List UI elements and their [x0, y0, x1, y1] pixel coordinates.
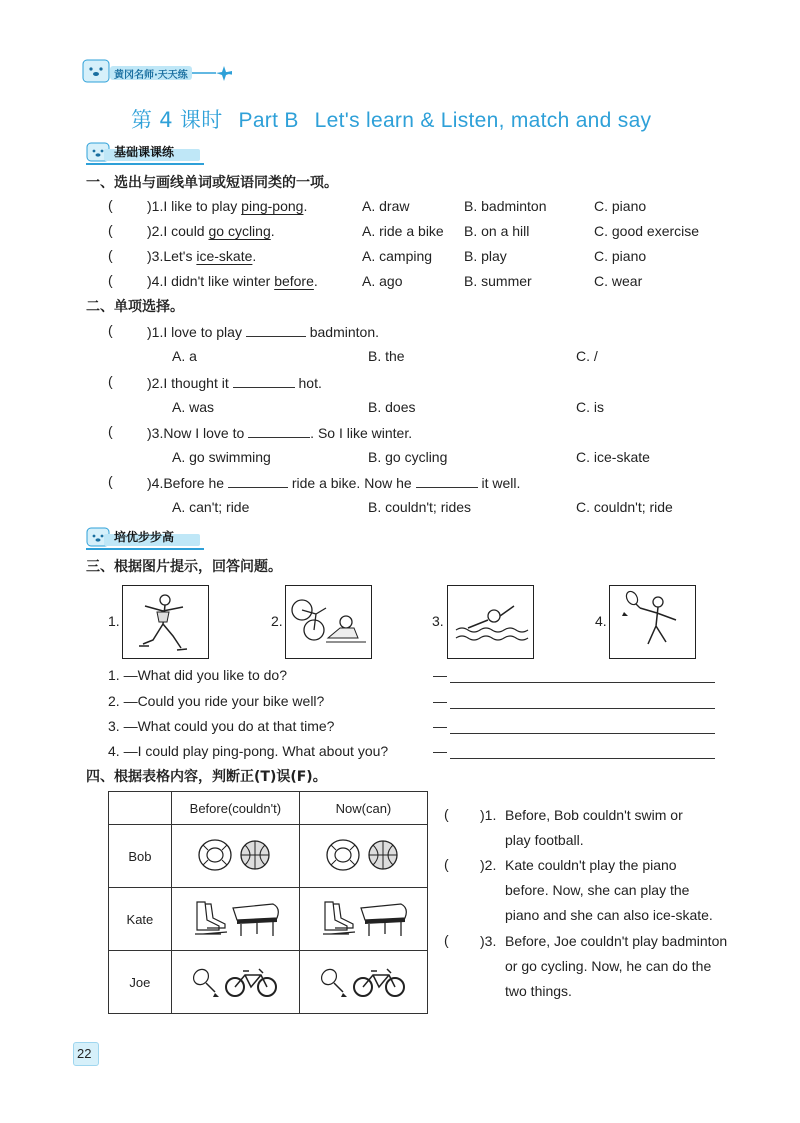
brand-text: 黄冈名师·天天练: [114, 70, 188, 81]
item-text-end: .: [252, 248, 257, 264]
bicycle-icon: [226, 969, 276, 996]
ice-skates-icon: [195, 902, 227, 934]
option-a[interactable]: A. was: [172, 399, 215, 415]
answer-dash: —: [433, 718, 447, 734]
badminton-racket-icon: [191, 966, 220, 997]
fill-blank[interactable]: [228, 473, 288, 488]
underlined-word: go cycling: [208, 223, 271, 239]
section-tag-label: 基础课课练: [114, 145, 175, 159]
item-text: Let's: [163, 248, 197, 264]
bicycle-icon: [354, 969, 404, 996]
question-text: 2. —Could you ride your bike well?: [108, 693, 325, 709]
option-a[interactable]: A. a: [172, 348, 197, 364]
section-tag-advanced: [86, 525, 206, 547]
option-a[interactable]: A. draw: [362, 198, 410, 214]
option-a[interactable]: A. can't; ride: [172, 499, 250, 515]
item-text-mid: hot.: [294, 375, 322, 391]
option-a[interactable]: A. go swimming: [172, 449, 271, 465]
brand-badge: [82, 58, 232, 84]
item-text: I could: [163, 223, 209, 239]
item-text: Now I love to: [163, 425, 249, 441]
pic-label: 3.: [432, 613, 444, 629]
col-header-before: Before(couldn't): [171, 792, 299, 825]
picture-badminton: [609, 585, 696, 659]
ability-table: [108, 791, 428, 1014]
option-c[interactable]: C. couldn't; ride: [576, 499, 673, 515]
answer-line[interactable]: [450, 708, 715, 709]
section-tag-label: 培优步步高: [114, 530, 175, 544]
item-number: )4.: [147, 475, 164, 491]
row-label-kate: Kate: [109, 888, 172, 951]
q4-heading: 四、根据表格内容，判断正(T)误(F)。: [86, 769, 327, 785]
answer-paren[interactable]: (: [444, 806, 449, 822]
answer-paren[interactable]: (: [108, 473, 113, 489]
kate-before-cell: [171, 888, 299, 951]
option-a[interactable]: A. ride a bike: [362, 223, 444, 239]
statement-line: or go cycling. Now, he can do the: [505, 958, 712, 974]
q1-heading: 一、选出与画线单词或短语同类的一项。: [86, 175, 338, 191]
question-text: 4. —I could play ping-pong. What about you?: [108, 743, 389, 759]
option-c[interactable]: C. is: [576, 399, 604, 415]
option-b[interactable]: B. play: [464, 248, 507, 264]
option-b[interactable]: B. couldn't; rides: [368, 499, 472, 515]
q3-heading: 三、根据图片提示，回答问题。: [86, 559, 282, 575]
item-number: )3.: [147, 248, 164, 264]
basketball-icon: [369, 841, 397, 869]
answer-dash: —: [433, 743, 447, 759]
picture-swimming: [447, 585, 534, 659]
option-b[interactable]: B. badminton: [464, 198, 547, 214]
statement-line: Kate couldn't play the piano: [505, 857, 677, 873]
option-b[interactable]: B. does: [368, 399, 416, 415]
item-number: )1.: [147, 198, 164, 214]
row-label-joe: Joe: [109, 951, 172, 1014]
page-title: [131, 104, 651, 134]
item-text: I didn't like winter: [163, 273, 275, 289]
item-text-mid: badminton.: [305, 324, 380, 340]
answer-paren[interactable]: (: [108, 373, 113, 389]
question-text: 3. —What could you do at that time?: [108, 718, 335, 734]
fill-blank[interactable]: [248, 423, 310, 438]
statement-line: Before, Bob couldn't swim or: [505, 807, 683, 823]
item-text: I like to play: [163, 198, 242, 214]
table-corner: [109, 792, 172, 825]
joe-now-cell: [299, 951, 427, 1014]
joe-before-cell: [171, 951, 299, 1014]
answer-paren[interactable]: (: [108, 247, 113, 263]
item-text-end: .: [303, 198, 308, 214]
statement-number: )2.: [480, 857, 497, 873]
answer-line[interactable]: [450, 733, 715, 734]
answer-paren[interactable]: (: [108, 322, 113, 338]
underlined-word: ping-pong: [241, 198, 304, 214]
answer-line[interactable]: [450, 682, 715, 683]
title-topic: Let's learn & Listen, match and say: [314, 109, 652, 132]
answer-paren[interactable]: (: [108, 222, 113, 238]
item-text: I thought it: [163, 375, 233, 391]
q2-heading: 二、单项选择。: [86, 299, 184, 315]
answer-dash: —: [433, 693, 447, 709]
item-text: I love to play: [163, 324, 246, 340]
fill-blank[interactable]: [233, 373, 295, 388]
option-b[interactable]: B. go cycling: [368, 449, 448, 465]
bicycle-icon: [286, 586, 371, 658]
item-text-mid: ride a bike. Now he: [287, 475, 416, 491]
badminton-player-icon: [610, 586, 695, 658]
item-number: )2.: [147, 375, 164, 391]
ice-skates-icon: [323, 902, 355, 934]
item-text: Before he: [163, 475, 228, 491]
pic-label: 4.: [595, 613, 607, 629]
item-number: )2.: [147, 223, 164, 239]
page-number: 22: [77, 1046, 92, 1061]
underlined-word: ice-skate: [196, 248, 253, 264]
title-lesson: 第 4 课时: [131, 108, 223, 132]
statement-line: piano and she can also ice-skate.: [505, 907, 713, 923]
piano-icon: [361, 904, 406, 936]
option-c[interactable]: C. piano: [594, 248, 647, 264]
item-number: )1.: [147, 324, 164, 340]
statement-line: before. Now, she can play the: [505, 882, 690, 898]
pic-label: 1.: [108, 613, 120, 629]
picture-cycling-fall: [285, 585, 372, 659]
row-label-bob: Bob: [109, 825, 172, 888]
statement-line: Before, Joe couldn't play badminton: [505, 933, 728, 949]
answer-paren[interactable]: (: [444, 932, 449, 948]
fill-blank[interactable]: [246, 322, 306, 337]
option-c[interactable]: C. /: [576, 348, 598, 364]
ice-skater-icon: [123, 586, 208, 658]
title-part: Part B: [238, 109, 299, 132]
item-number: )4.: [147, 273, 164, 289]
col-header-now: Now(can): [299, 792, 427, 825]
question-text: 1. —What did you like to do?: [108, 667, 287, 683]
option-c[interactable]: C. good exercise: [594, 223, 700, 239]
fill-blank[interactable]: [416, 473, 478, 488]
item-text-end: it well.: [477, 475, 521, 491]
swim-ring-icon: [327, 840, 359, 870]
item-number: )3.: [147, 425, 164, 441]
item-text-end: .: [313, 273, 318, 289]
answer-paren[interactable]: (: [108, 423, 113, 439]
option-c[interactable]: C. piano: [594, 198, 647, 214]
answer-paren[interactable]: (: [108, 197, 113, 213]
option-b[interactable]: B. on a hill: [464, 223, 530, 239]
bob-now-cell: [299, 825, 427, 888]
bob-before-cell: [171, 825, 299, 888]
item-text-end: .: [270, 223, 275, 239]
item-text-mid: . So I like winter.: [310, 425, 413, 441]
answer-paren[interactable]: (: [108, 272, 113, 288]
section-tag-basic: [86, 140, 206, 162]
statement-number: )1.: [480, 807, 497, 823]
pic-label: 2.: [271, 613, 283, 629]
picture-ice-skating: [122, 585, 209, 659]
answer-paren[interactable]: (: [444, 856, 449, 872]
kate-now-cell: [299, 888, 427, 951]
option-a[interactable]: A. ago: [362, 273, 403, 289]
option-a[interactable]: A. camping: [362, 248, 433, 264]
option-c[interactable]: C. ice-skate: [576, 449, 650, 465]
option-b[interactable]: B. the: [368, 348, 405, 364]
statement-line: play football.: [505, 832, 584, 848]
basketball-icon: [241, 841, 269, 869]
underlined-word: before: [274, 273, 314, 289]
answer-dash: —: [433, 667, 447, 683]
option-b[interactable]: B. summer: [464, 273, 532, 289]
page-number-box: [73, 1042, 99, 1066]
swimmer-icon: [448, 586, 533, 658]
swim-ring-icon: [199, 840, 231, 870]
badminton-racket-icon: [319, 966, 348, 997]
answer-line[interactable]: [450, 758, 715, 759]
piano-icon: [233, 904, 278, 936]
statement-line: two things.: [505, 983, 572, 999]
statement-number: )3.: [480, 933, 497, 949]
option-c[interactable]: C. wear: [594, 273, 643, 289]
